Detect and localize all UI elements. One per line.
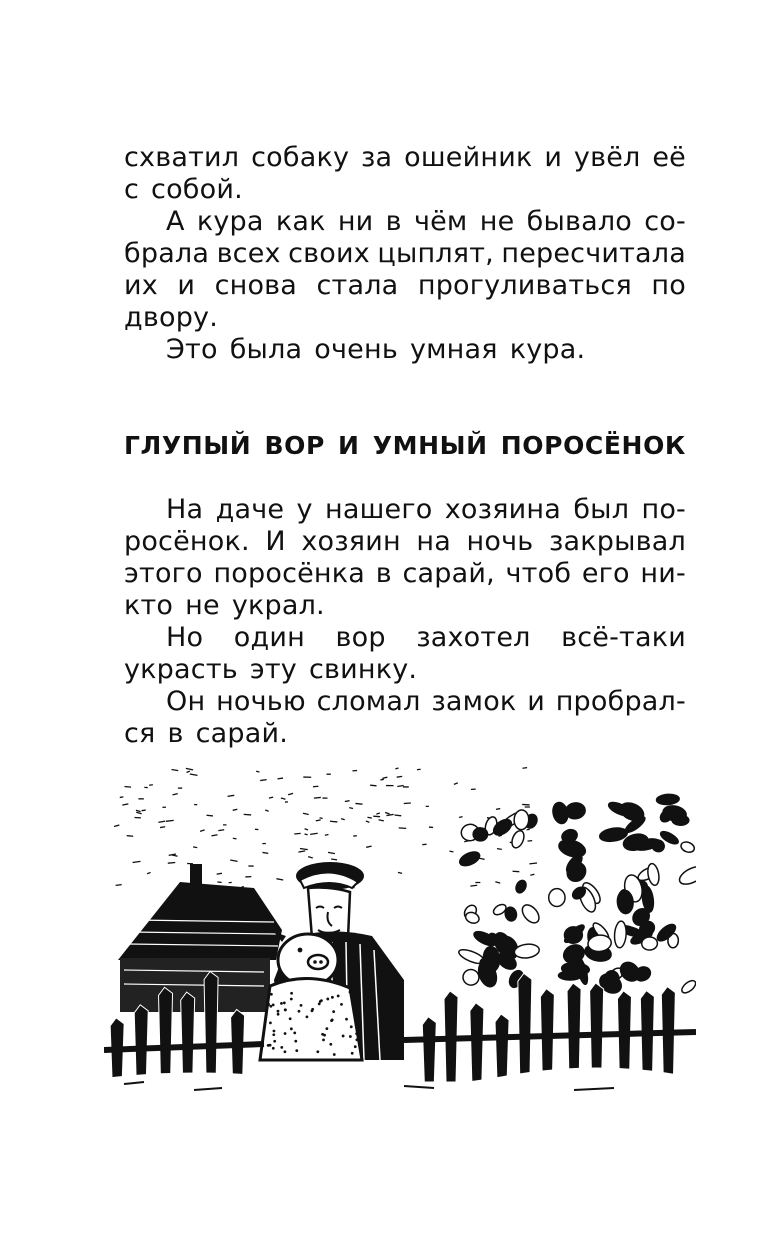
text-line: [124, 206, 686, 238]
word: кто: [124, 590, 174, 621]
word: всё-таки: [561, 622, 686, 653]
word: украсть: [124, 654, 238, 685]
chapter-heading: [124, 430, 686, 462]
word: Это: [166, 334, 218, 365]
word: украл.: [231, 590, 325, 621]
word: хозяин: [301, 526, 401, 557]
word: её: [652, 142, 686, 173]
word: хозяина: [444, 494, 561, 525]
text-line: [124, 526, 686, 558]
word: На: [166, 494, 204, 525]
word: как: [275, 206, 326, 237]
word: его: [581, 558, 630, 589]
word: очень: [314, 334, 398, 365]
heading-word: И: [338, 431, 360, 460]
word: сломал: [316, 686, 421, 717]
word: на: [416, 526, 451, 557]
word: нашего: [325, 494, 433, 525]
text-block-top: [124, 142, 686, 366]
word: брала: [124, 238, 210, 269]
word: и: [544, 142, 563, 173]
word: замок: [431, 686, 517, 717]
house-drawing: [118, 864, 282, 1012]
word: А: [166, 206, 185, 237]
word: этого: [124, 558, 203, 589]
text-line: [124, 622, 686, 654]
word: стала: [316, 270, 399, 301]
text-line: [124, 686, 686, 718]
word: и: [177, 270, 196, 301]
word: не: [185, 590, 220, 621]
word: один: [233, 622, 305, 653]
word: была: [229, 334, 303, 365]
word: ночью: [216, 686, 306, 717]
heading-word: ГЛУПЫЙ: [124, 431, 252, 460]
word: ошейник: [404, 142, 533, 173]
heading-word: ВОР: [264, 431, 325, 460]
word: схватил: [124, 142, 240, 173]
word: прогуливаться: [417, 270, 632, 301]
text-line: [124, 590, 686, 622]
word: со-: [644, 206, 686, 237]
text-line: [124, 558, 686, 590]
word: чтоб: [505, 558, 572, 589]
text-line: [124, 142, 686, 174]
illustration: [104, 760, 696, 1112]
heading-word: ПОРОСЁНОК: [500, 431, 686, 460]
word: в: [375, 558, 392, 589]
word: вор: [335, 622, 386, 653]
text-block-bottom: [124, 494, 686, 750]
word: росёнок.: [124, 526, 250, 557]
word: сарай,: [402, 558, 495, 589]
word: умная: [409, 334, 498, 365]
word: всех: [216, 238, 281, 269]
word: собаку: [251, 142, 350, 173]
word: был: [573, 494, 630, 525]
word: ни-: [640, 558, 686, 589]
text-line: [124, 238, 686, 270]
word: поросёнка: [213, 558, 366, 589]
ground-drawing: [104, 1067, 696, 1112]
word: цыплят,: [377, 238, 494, 269]
word: ся: [124, 718, 156, 749]
word: эту: [249, 654, 297, 685]
word: даче: [215, 494, 285, 525]
word: свинку.: [308, 654, 418, 685]
word: И: [265, 526, 286, 557]
word: и: [527, 686, 545, 717]
text-line: [124, 654, 686, 686]
word: закрывал: [548, 526, 686, 557]
word: снова: [214, 270, 298, 301]
word: не: [479, 206, 515, 237]
word: ни: [337, 206, 374, 237]
word: с: [124, 174, 140, 205]
word: у: [296, 494, 313, 525]
bush-drawing: [457, 794, 696, 997]
heading-word: УМНЫЙ: [372, 431, 488, 460]
word: пробрал-: [555, 686, 686, 717]
word: по-: [641, 494, 686, 525]
word: за: [360, 142, 393, 173]
word: пересчитала: [501, 238, 686, 269]
text-line: [124, 174, 686, 206]
word: Но: [166, 622, 204, 653]
word: Он: [166, 686, 206, 717]
text-line: [124, 270, 686, 302]
text-line: [124, 718, 686, 750]
word: их: [124, 270, 158, 301]
word: по: [651, 270, 686, 301]
word: собой.: [151, 174, 243, 205]
word: увёл: [573, 142, 641, 173]
word: в: [167, 718, 184, 749]
word: сарай.: [195, 718, 289, 749]
text-line: [124, 334, 686, 366]
word: чём: [413, 206, 468, 237]
word: захотел: [416, 622, 531, 653]
word: кура.: [509, 334, 586, 365]
text-line: [124, 302, 686, 334]
word: двору.: [124, 302, 218, 333]
word: в: [385, 206, 402, 237]
word: своих: [288, 238, 370, 269]
text-line: [124, 494, 686, 526]
word: ночь: [466, 526, 534, 557]
word: кура: [196, 206, 264, 237]
word: бывало: [526, 206, 632, 237]
